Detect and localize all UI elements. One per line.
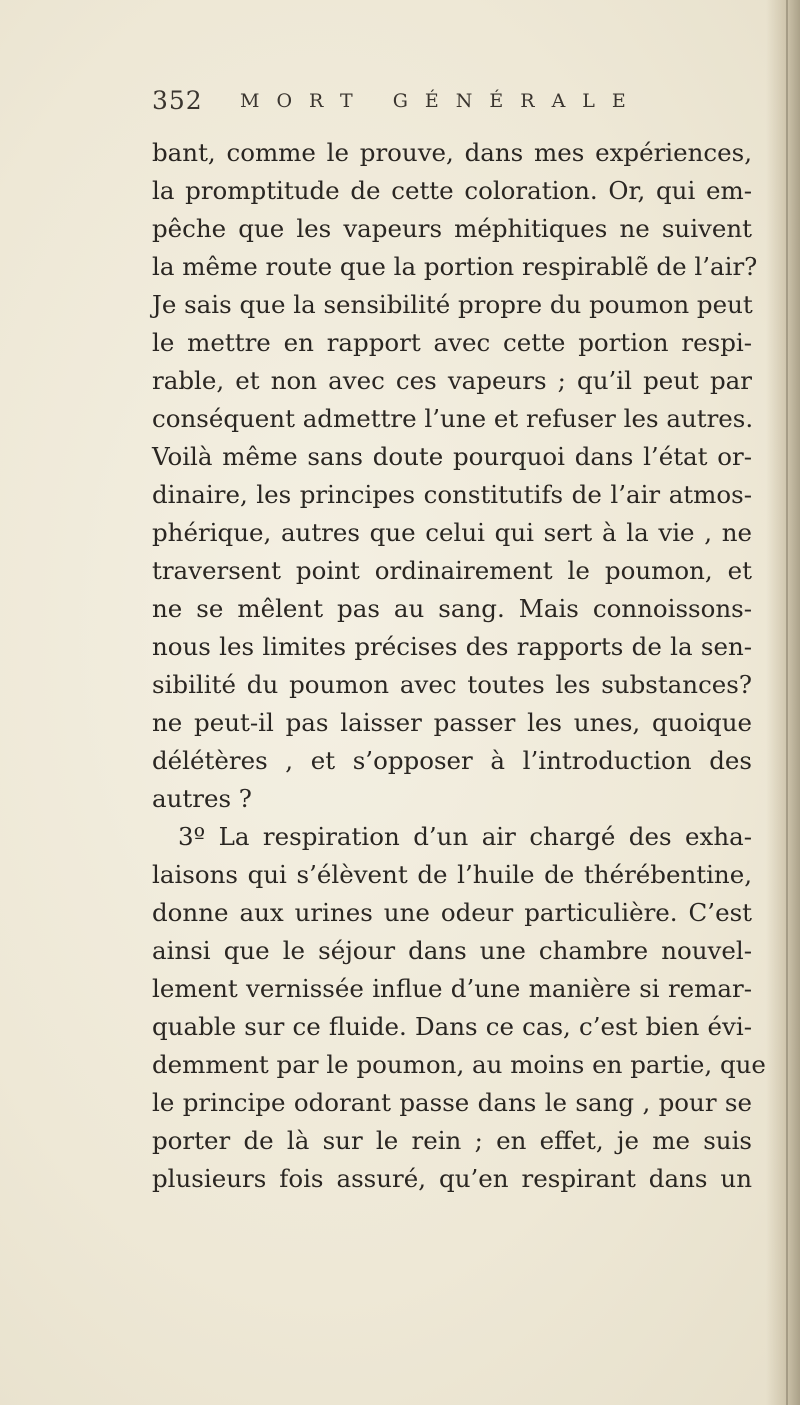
text-line: bant, comme le prouve, dans mes expériences, [152,138,752,167]
text-line: la même route que la portion respirablẽ de l’air? [152,252,758,281]
text-line: phérique, autres que celui qui sert à la vie , ne [152,518,752,547]
text-line: Je sais que la sensibilité propre du poumon peut [152,290,753,319]
text-line: rable, et non avec ces vapeurs ; qu’il peut par [152,366,752,395]
text-line: donne aux urines une odeur particulière. C’est [152,898,752,927]
text-line: porter de là sur le rein ; en effet, je me suis [152,1126,752,1155]
page-header [152,86,712,122]
text-line: conséquent admettre l’une et refuser les autres. [152,404,754,433]
text-line: demment par le poumon, au moins en partie, que [152,1050,766,1079]
text-line: ne se mêlent pas au sang. Mais connoissons- [152,594,752,623]
page-edge-line [786,0,788,1405]
text-line: le mettre en rapport avec cette portion respi- [152,328,752,357]
text-line: délétères , et s’opposer à l’introduction des [152,746,752,775]
body-text [152,134,766,1198]
text-line: autres ? [152,784,252,813]
text-line: quable sur ce fluide. Dans ce cas, c’est bien évi- [152,1012,752,1041]
page-edge-shadow [766,0,800,1405]
running-title: MORT GÉNÉRALE [240,90,643,112]
text-line: sibilité du poumon avec toutes les substances? [152,670,752,699]
text-line: ne peut-il pas laisser passer les unes, quoique [152,708,752,737]
text-line: la promptitude de cette coloration. Or, qui em- [152,176,752,205]
text-line: plusieurs fois assuré, qu’en respirant dans un [152,1164,752,1193]
page-number: 352 [152,86,203,115]
text-line: Voilà même sans doute pourquoi dans l’état or- [152,442,752,471]
text-line: ainsi que le séjour dans une chambre nouvel- [152,936,752,965]
text-line: nous les limites précises des rapports de la sen- [152,632,752,661]
text-line: le principe odorant passe dans le sang , pour se [152,1088,752,1117]
text-line: traversent point ordinairement le poumon, et [152,556,752,585]
text-line: dinaire, les principes constitutifs de l’air atmos- [152,480,752,509]
text-line: 3º La respiration d’un air chargé des exha- [178,822,752,851]
text-line: pêche que les vapeurs méphitiques ne suivent [152,214,752,243]
text-line: lement vernissée influe d’une manière si remar- [152,974,752,1003]
text-line: laisons qui s’élèvent de l’huile de thérébentine, [152,860,752,889]
